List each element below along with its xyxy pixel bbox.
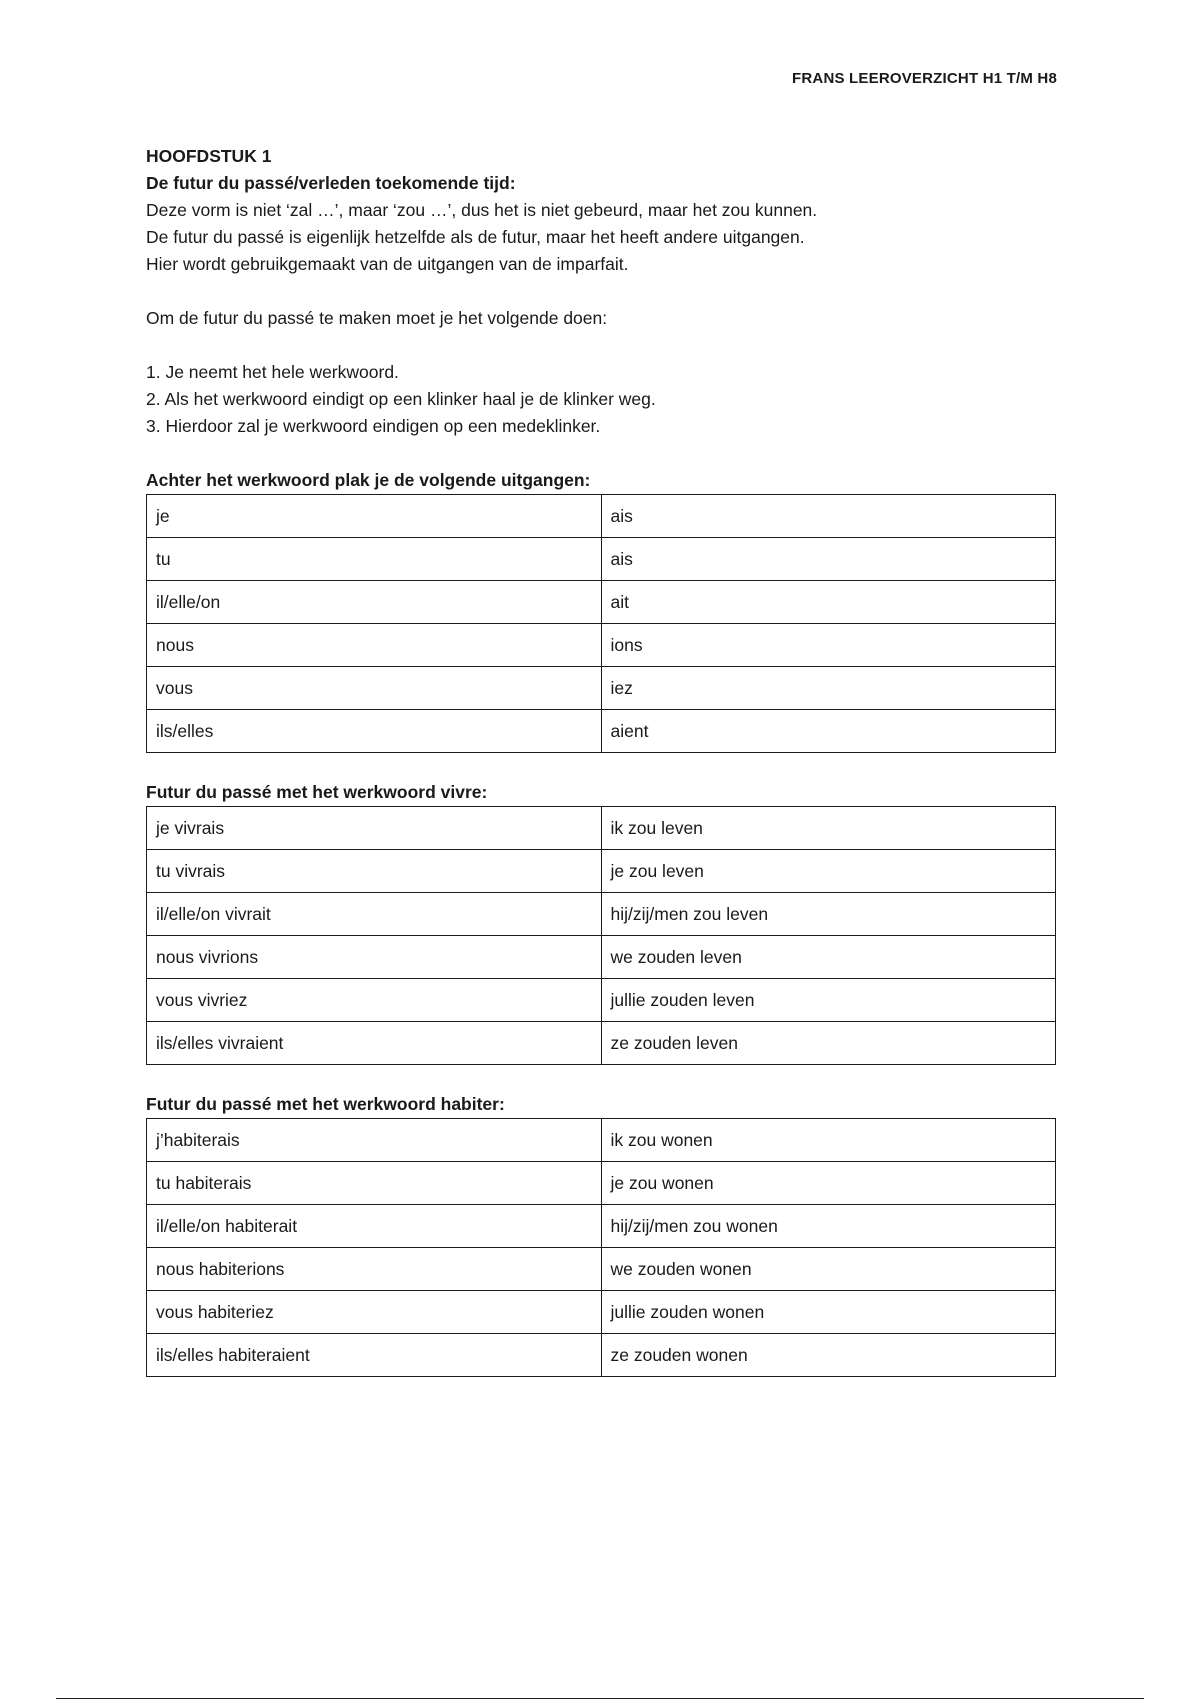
intro-line-2: De futur du passé is eigenlijk hetzelfde als de futur, maar het heeft andere uitgangen. [146, 227, 805, 247]
habiter-table [146, 1118, 1056, 1377]
list-item: 2. Als het werkwoord eindigt op een klinker haal je de klinker weg. [146, 389, 656, 409]
table-row [147, 936, 1056, 979]
table-cell: ze zouden wonen [601, 1334, 1056, 1377]
vivre-table [146, 806, 1056, 1065]
table-row [147, 538, 1056, 581]
document-header: FRANS LEEROVERZICHT H1 T/M H8 [792, 70, 1057, 87]
table-row [147, 1119, 1056, 1162]
table-cell: ions [601, 624, 1056, 667]
table-cell: vous [147, 667, 602, 710]
table-cell: iez [601, 667, 1056, 710]
table-cell: vous vivriez [147, 979, 602, 1022]
spacer [146, 440, 1056, 467]
table-row [147, 1248, 1056, 1291]
section-title: De futur du passé/verleden toekomende tijd: [146, 173, 516, 193]
habiter-table-caption: Futur du passé met het werkwoord habiter: [146, 1094, 505, 1114]
table-row [147, 807, 1056, 850]
table-cell: nous [147, 624, 602, 667]
table-row [147, 850, 1056, 893]
table-cell: we zouden leven [601, 936, 1056, 979]
table-row [147, 667, 1056, 710]
intro-line-3: Hier wordt gebruikgemaakt van de uitgangen van de imparfait. [146, 254, 629, 274]
list-item: 3. Hierdoor zal je werkwoord eindigen op een medeklinker. [146, 416, 601, 436]
table-row [147, 1162, 1056, 1205]
table-row [147, 581, 1056, 624]
footer-divider [56, 1698, 1144, 1699]
table-row [147, 1334, 1056, 1377]
table-cell: aient [601, 710, 1056, 753]
table-row [147, 624, 1056, 667]
table-cell: je zou wonen [601, 1162, 1056, 1205]
endings-table [146, 494, 1056, 753]
table-cell: il/elle/on vivrait [147, 893, 602, 936]
table-row [147, 710, 1056, 753]
table-cell: ils/elles vivraient [147, 1022, 602, 1065]
table-cell: hij/zij/men zou wonen [601, 1205, 1056, 1248]
table-cell: ils/elles [147, 710, 602, 753]
table-cell: jullie zouden leven [601, 979, 1056, 1022]
table-cell: we zouden wonen [601, 1248, 1056, 1291]
table-cell: ait [601, 581, 1056, 624]
table-cell: tu vivrais [147, 850, 602, 893]
table-cell: ik zou wonen [601, 1119, 1056, 1162]
spacer [146, 332, 1056, 359]
table-cell: il/elle/on habiterait [147, 1205, 602, 1248]
steps-intro: Om de futur du passé te maken moet je het volgende doen: [146, 308, 608, 328]
endings-table-caption: Achter het werkwoord plak je de volgende uitgangen: [146, 470, 591, 490]
table-cell: je zou leven [601, 850, 1056, 893]
table-cell: nous habiterions [147, 1248, 602, 1291]
table-cell: je vivrais [147, 807, 602, 850]
table-cell: j’habiterais [147, 1119, 602, 1162]
intro-line-1: Deze vorm is niet ‘zal …’, maar ‘zou …’, dus het is niet gebeurd, maar het zou kunnen. [146, 200, 818, 220]
table-cell: nous vivrions [147, 936, 602, 979]
steps-list [146, 359, 1056, 440]
table-row [147, 893, 1056, 936]
list-item: 1. Je neemt het hele werkwoord. [146, 362, 399, 382]
table-cell: ik zou leven [601, 807, 1056, 850]
table-row [147, 1205, 1056, 1248]
table-cell: je [147, 495, 602, 538]
table-cell: ais [601, 495, 1056, 538]
table-cell: vous habiteriez [147, 1291, 602, 1334]
table-cell: jullie zouden wonen [601, 1291, 1056, 1334]
table-cell: il/elle/on [147, 581, 602, 624]
table-cell: ils/elles habiteraient [147, 1334, 602, 1377]
document-body [146, 143, 1056, 1403]
vivre-table-caption: Futur du passé met het werkwoord vivre: [146, 782, 488, 802]
table-cell: ais [601, 538, 1056, 581]
table-cell: tu habiterais [147, 1162, 602, 1205]
table-cell: hij/zij/men zou leven [601, 893, 1056, 936]
table-row [147, 1291, 1056, 1334]
table-cell: ze zouden leven [601, 1022, 1056, 1065]
table-row [147, 1022, 1056, 1065]
table-row [147, 979, 1056, 1022]
table-row [147, 495, 1056, 538]
table-cell: tu [147, 538, 602, 581]
chapter-title: HOOFDSTUK 1 [146, 146, 272, 166]
spacer [146, 278, 1056, 305]
